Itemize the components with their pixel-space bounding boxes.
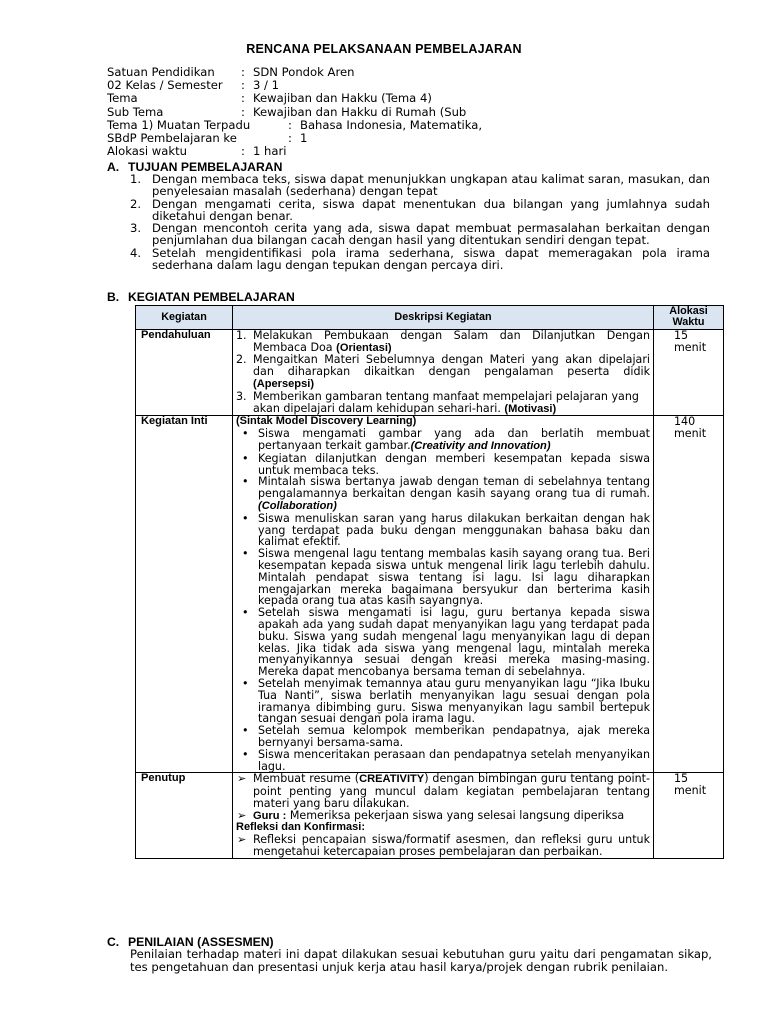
list-item — [236, 548, 650, 607]
section-a-title: TUJUAN PEMBELAJARAN — [128, 160, 283, 174]
identity-label: Satuan Pendidikan — [107, 65, 215, 79]
identity-label: 02 Kelas / Semester — [107, 78, 223, 93]
objective-number: 3. — [130, 221, 142, 236]
desc-inti — [233, 416, 654, 773]
list-item — [236, 428, 650, 453]
objective-text: Dengan membaca teks, siswa dapat menunjukkan ungkapan atau kalimat saran, masukan, dan penyelesaian masalah (sederhana) dengan tepat — [152, 172, 710, 199]
header-deskripsi: Deskripsi Kegiatan — [233, 306, 654, 330]
objective-number: 2. — [130, 196, 142, 211]
table-row-penutup — [136, 773, 724, 859]
section-c-title: PENILAIAN (ASSESMEN) — [128, 935, 274, 949]
model-label: (Sintak Model Discovery Learning) — [236, 415, 417, 428]
item-tag: (Orientasi) — [336, 341, 392, 354]
identity-label: SBdP Pembelajaran ke — [107, 130, 237, 145]
objective-text: Dengan mengamati cerita, siswa dapat menentukan dua bilangan yang jumlahnya sudah diketahui dengan benar. — [152, 196, 710, 223]
objective-item — [130, 173, 710, 198]
bullet-icon: • — [242, 747, 249, 761]
item-text: Siswa mengenal lagu tentang membalas kasih sayang orang tua. Beri kesempatan kepada siswa untuk mengenal lirik lagu terlebih dahulu. Mintalah pendapat siswa tentang isi lagu. Isi lagu diharapkan mengajarkan mereka bagaimana bersyukur dan berterima kasih kepada orang tua atas kasih sayangnya. — [258, 547, 650, 608]
item-text: Mengaitkan Materi Sebelumnya dengan Materi yang akan dipelajari dan diharapkan dikaitkan dengan pengalaman peserta didik — [253, 353, 650, 379]
item-text: Setelah menyimak temannya atau guru menyanyikan lagu “Jika Ibuku Tua Nanti”, siswa berlatih menyanyikan lagu sesuai dengan pola iramanya dibimbing guru. Siswa menyanyikan lagu sambil bertepuk tangan sesuai dengan pola irama lagu. — [258, 676, 650, 726]
item-text: Siswa menceritakan perasaan dan pendapatnya setelah menyanyikan lagu. — [258, 747, 650, 773]
bullet-icon: • — [242, 475, 249, 489]
refleksi-heading: Refleksi dan Konfirmasi: — [236, 821, 365, 834]
table-row-pendahuluan — [136, 329, 724, 416]
item-text: Mintalah siswa bertanya jawab dengan teman di sebelahnya tentang pengalamannya berkaitan dengan kasih sayang orang tua di rumah. — [258, 475, 650, 501]
list-item — [236, 476, 650, 512]
bullet-icon: • — [242, 547, 249, 561]
identity-separator: : — [241, 78, 245, 93]
section-c-letter: C. — [107, 935, 120, 949]
document-title: RENCANA PELAKSANAAN PEMBELAJARAN — [246, 42, 522, 56]
identity-separator: : — [241, 104, 245, 119]
item-text: Setelah semua kelompok memberikan pendapatnya, ajak mereka bernyanyi bersama-sama. — [258, 724, 650, 749]
arrow-bullet-icon: ➢ — [237, 833, 247, 847]
arrow-bullet-icon: ➢ — [237, 772, 247, 786]
time-inti: 140 menit — [654, 416, 724, 773]
section-b-title: KEGIATAN PEMBELAJARAN — [128, 290, 295, 304]
list-item — [236, 725, 650, 749]
identity-separator: : — [241, 65, 245, 79]
time-penutup: 15 menit — [654, 773, 724, 859]
list-item — [236, 330, 650, 355]
bullet-icon: • — [242, 511, 249, 525]
list-item — [236, 391, 650, 416]
item-tag: (Creativity and Innovation) — [410, 439, 551, 452]
identity-separator: : — [241, 91, 245, 106]
table-header-row — [136, 306, 724, 330]
item-text: Memberikan gambaran tentang manfaat mempelajari pelajaran yang — [253, 389, 639, 403]
identity-value: 1 — [300, 130, 308, 145]
header-alokasi: Alokasi Waktu — [654, 306, 724, 330]
objective-number: 1. — [130, 172, 142, 186]
list-item: ➢ Membuat resume (CREATIVITY) dengan bimbingan guru tentang point-point penting yang muncul dalam kegiatan pembelajaran tentang materi yang baru dilakukan. — [237, 772, 651, 810]
identity-value: SDN Pondok Aren — [253, 65, 355, 79]
objective-text: Dengan mencontoh cerita yang ada, siswa dapat membuat permasalahan berkaitan dengan penjumlahan dua bilangan cacah dengan hasil yang ditentukan sendiri dengan tepat. — [152, 221, 710, 248]
item-number: 2. — [236, 353, 247, 367]
identity-value: Bahasa Indonesia, Matematika, — [300, 117, 483, 132]
item-text: Setelah siswa mengamati isi lagu, guru bertanya kepada siswa apakah ada yang sudah dapat menyanyikan lagu yang terdapat pada buku. Siswa yang sudah mengenal lagu menyanyikan lagu di depan kelas. Jika tidak ada siswa yang mengenal lagu, mintalah mereka menyanyikannya sesuai dengan kreasi mereka masing-masing. Mereka dapat mencobanya bersama teman di sebelahnya. — [258, 606, 650, 679]
desc-pendahuluan — [233, 329, 654, 416]
list-item: ➢ Refleksi pencapaian siswa/formatif asesmen, dan refleksi guru untuk mengetahui ketercapaian proses pembelajaran dan perbaikan. — [237, 833, 650, 859]
list-item — [236, 607, 650, 678]
bullet-icon: • — [242, 451, 249, 465]
identity-value: Kewajiban dan Hakku di Rumah (Sub — [253, 104, 467, 119]
identity-label: Alokasi waktu — [107, 144, 188, 159]
section-b-letter: B. — [107, 290, 120, 304]
objective-item — [130, 198, 710, 223]
identity-value: 1 hari — [253, 144, 287, 159]
assessment-paragraph: Penilaian terhadap materi ini dapat dilakukan sesuai kebutuhan guru yaitu dari pengamatan sikap, tes pengetahuan dan presentasi unjuk kerja atau hasil karya/projek dengan rubrik penilaian. — [130, 947, 712, 974]
list-item — [236, 513, 650, 548]
bullet-icon: • — [242, 606, 249, 620]
objective-item — [130, 247, 710, 272]
item-text: Melakukan Pembukaan dengan Salam dan Dilanjutkan Dengan Membaca Doa — [253, 328, 650, 354]
table-row-inti — [136, 416, 724, 773]
phase-penutup: Penutup — [136, 773, 233, 859]
bullet-icon: • — [242, 427, 249, 441]
item-text: Siswa menuliskan saran yang harus dilakukan berkaitan dengan hak yang terdapat pada buku dengan menggunakan bahasa baku dan kalimat efektif. — [258, 511, 650, 549]
identity-value: 3 / 1 — [253, 78, 280, 93]
identity-separator: : — [288, 130, 292, 145]
item-text: Kegiatan dilanjutkan dengan memberi kesempatan kepada siswa untuk membaca teks. — [258, 451, 650, 477]
section-a-letter: A. — [107, 160, 120, 174]
identity-label: Tema 1) Muatan Terpadu — [107, 117, 251, 132]
item-tag: (Apersepsi) — [253, 378, 315, 390]
objectives-list — [130, 173, 710, 271]
objective-item — [130, 222, 710, 247]
identity-separator: : — [241, 144, 245, 159]
list-item — [236, 354, 650, 390]
item-text-continued: akan dipelajari dalam kehidupan sehari-hari. — [253, 401, 501, 415]
identity-label: Sub Tema — [107, 104, 164, 119]
bullet-icon: • — [242, 676, 249, 690]
item-number: 1. — [236, 328, 247, 342]
arrow-bullet-icon: ➢ — [237, 808, 247, 822]
phase-inti: Kegiatan Inti — [136, 416, 233, 773]
list-item — [236, 453, 650, 477]
item-number: 3. — [236, 389, 247, 403]
list-item: ➢ Guru : Memeriksa pekerjaan siswa yang selesai langsung diperiksa — [237, 808, 625, 822]
bullet-icon: • — [242, 724, 249, 738]
activities-table — [135, 305, 724, 859]
section-b-heading — [107, 290, 295, 304]
objective-number: 4. — [130, 245, 142, 260]
item-tag: (Motivasi) — [504, 402, 557, 415]
objective-text: Setelah mengidentifikasi pola irama sederhana, siswa dapat memeragakan pola irama sederhana dalam lagu dengan tepukan dengan percaya diri. — [152, 245, 710, 273]
desc-penutup — [233, 773, 654, 859]
list-item — [236, 749, 650, 773]
identity-label: Tema — [107, 91, 138, 106]
item-text: Siswa mengamati gambar yang ada dan berlatih membuat pertanyaan terkait gambar. — [258, 427, 650, 452]
list-item — [236, 678, 650, 725]
identity-separator: : — [288, 117, 292, 132]
identity-value: Kewajiban dan Hakku (Tema 4) — [253, 91, 432, 106]
time-pendahuluan: 15 menit — [654, 329, 724, 416]
header-kegiatan: Kegiatan — [136, 306, 233, 330]
phase-pendahuluan: Pendahuluan — [136, 329, 233, 416]
item-tag: (Collaboration) — [258, 499, 337, 512]
